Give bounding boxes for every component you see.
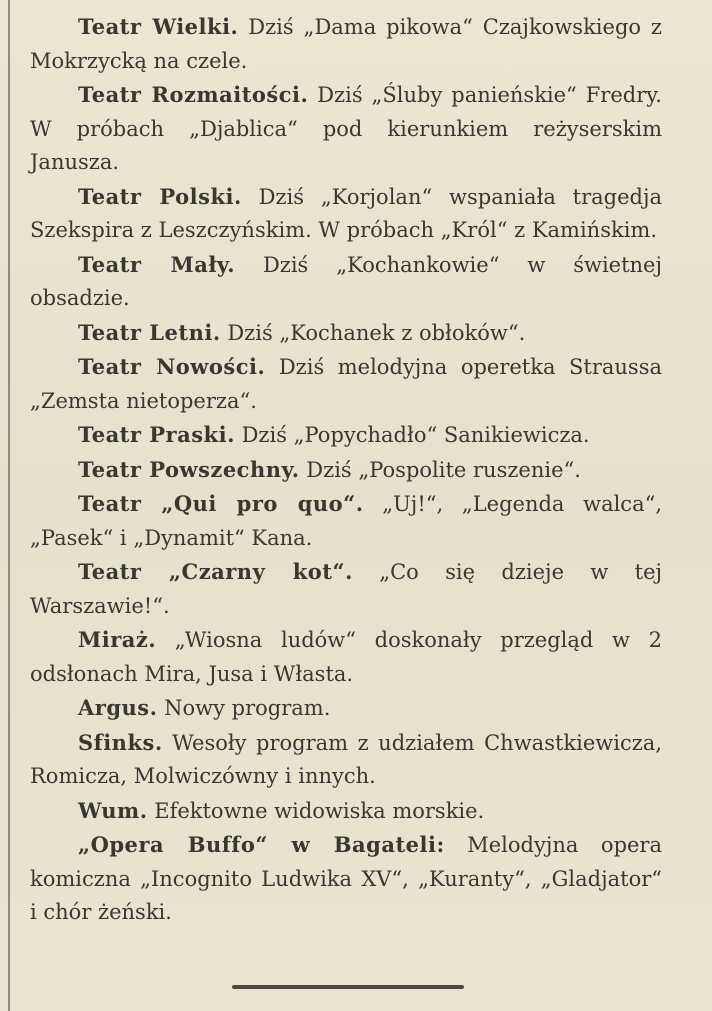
listing-text: „Wiosna ludów“ doskonały przegląd w 2 odsłonach Mira, Jusa i Własta. xyxy=(30,628,662,686)
listing-text: Dziś „Korjolan“ wspaniała tragedja Szekspira z Leszczyńskim. W próbach „Król“ z Kamińskim. xyxy=(30,184,663,242)
listing-name: Sfinks. xyxy=(78,729,163,755)
listing-text: „Uj!“, „Legenda walca“, „Pasek“ i „Dynamit“ Kana. xyxy=(30,492,663,550)
listing-name: Teatr Praski. xyxy=(78,422,235,447)
listing-text: Dziś „Kochanek z obłoków“. xyxy=(227,320,526,345)
listing-text: Dziś „Kochankowie“ w świetnej obsadzie. xyxy=(30,252,662,310)
listing-teatr-polski xyxy=(30,180,662,248)
listing-name: Wum. xyxy=(78,797,148,823)
listing-name: Teatr Letni. xyxy=(78,319,221,345)
listing-text: Dziś „Śluby panieńskie“ Fredry. W próbach „Djablica“ pod kierunkiem reżyserskim Janusza. xyxy=(30,83,662,174)
listing-name: Miraż. xyxy=(78,627,157,652)
listing-teatr-nowosci xyxy=(30,350,662,418)
listing-teatr-rozmaitosci xyxy=(30,78,662,180)
listing-name: Teatr „Qui pro quo“. xyxy=(78,491,364,516)
theatre-listings-column xyxy=(30,10,662,930)
listing-teatr-praski xyxy=(30,418,662,453)
listing-text: Dziś „Pospolite ruszenie“. xyxy=(306,457,581,482)
listing-name: Teatr „Czarny kot“. xyxy=(78,559,353,584)
listing-teatr-maly xyxy=(30,248,662,316)
listing-text: „Co się dzieje w tej Warszawie!“. xyxy=(30,560,663,618)
listing-miraz xyxy=(30,623,662,691)
listing-name: Argus. xyxy=(78,695,158,720)
listing-name: Teatr Nowości. xyxy=(78,354,266,379)
listing-teatr-qui-pro-quo xyxy=(30,487,662,555)
listing-name: „Opera Buffo“ w Bagateli: xyxy=(78,832,445,857)
listing-name: Teatr Rozmaitości. xyxy=(78,82,309,107)
listing-text: Melodyjna opera komiczna „Incognito Ludwika XV“, „Kuranty“, „Gladjator“ i chór żeński. xyxy=(30,833,662,924)
listing-name: Teatr Polski. xyxy=(78,183,242,209)
listing-name: Teatr Powszechny. xyxy=(78,456,300,482)
listing-name: Teatr Wielki. xyxy=(78,14,239,39)
listing-text: Dziś „Dama pikowa“ Czajkowskiego z Mokrzycką na czele. xyxy=(30,15,662,73)
listing-name: Teatr Mały. xyxy=(78,251,236,277)
listing-sfinks xyxy=(30,726,662,794)
listing-opera-buffo xyxy=(30,828,662,930)
listing-text: Nowy program. xyxy=(164,696,331,720)
listing-argus xyxy=(30,691,662,726)
listing-text: Dziś melodyjna operetka Straussa „Zemsta nietoperza“. xyxy=(30,355,662,413)
listing-teatr-wielki xyxy=(30,10,662,78)
listing-teatr-letni xyxy=(30,316,662,351)
listing-teatr-powszechny xyxy=(30,453,662,488)
listing-text: Efektowne widowiska morskie. xyxy=(154,798,485,823)
listing-teatr-czarny-kot xyxy=(30,555,662,623)
listing-text: Wesoły program z udziałem Chwastkiewicza, Romicza, Molwiczówny i innych. xyxy=(30,730,662,788)
listing-text: Dziś „Popychadło“ Sanikiewicza. xyxy=(241,423,590,447)
listing-wum xyxy=(30,794,662,829)
section-end-rule xyxy=(232,985,464,989)
column-divider-line xyxy=(8,0,10,1011)
